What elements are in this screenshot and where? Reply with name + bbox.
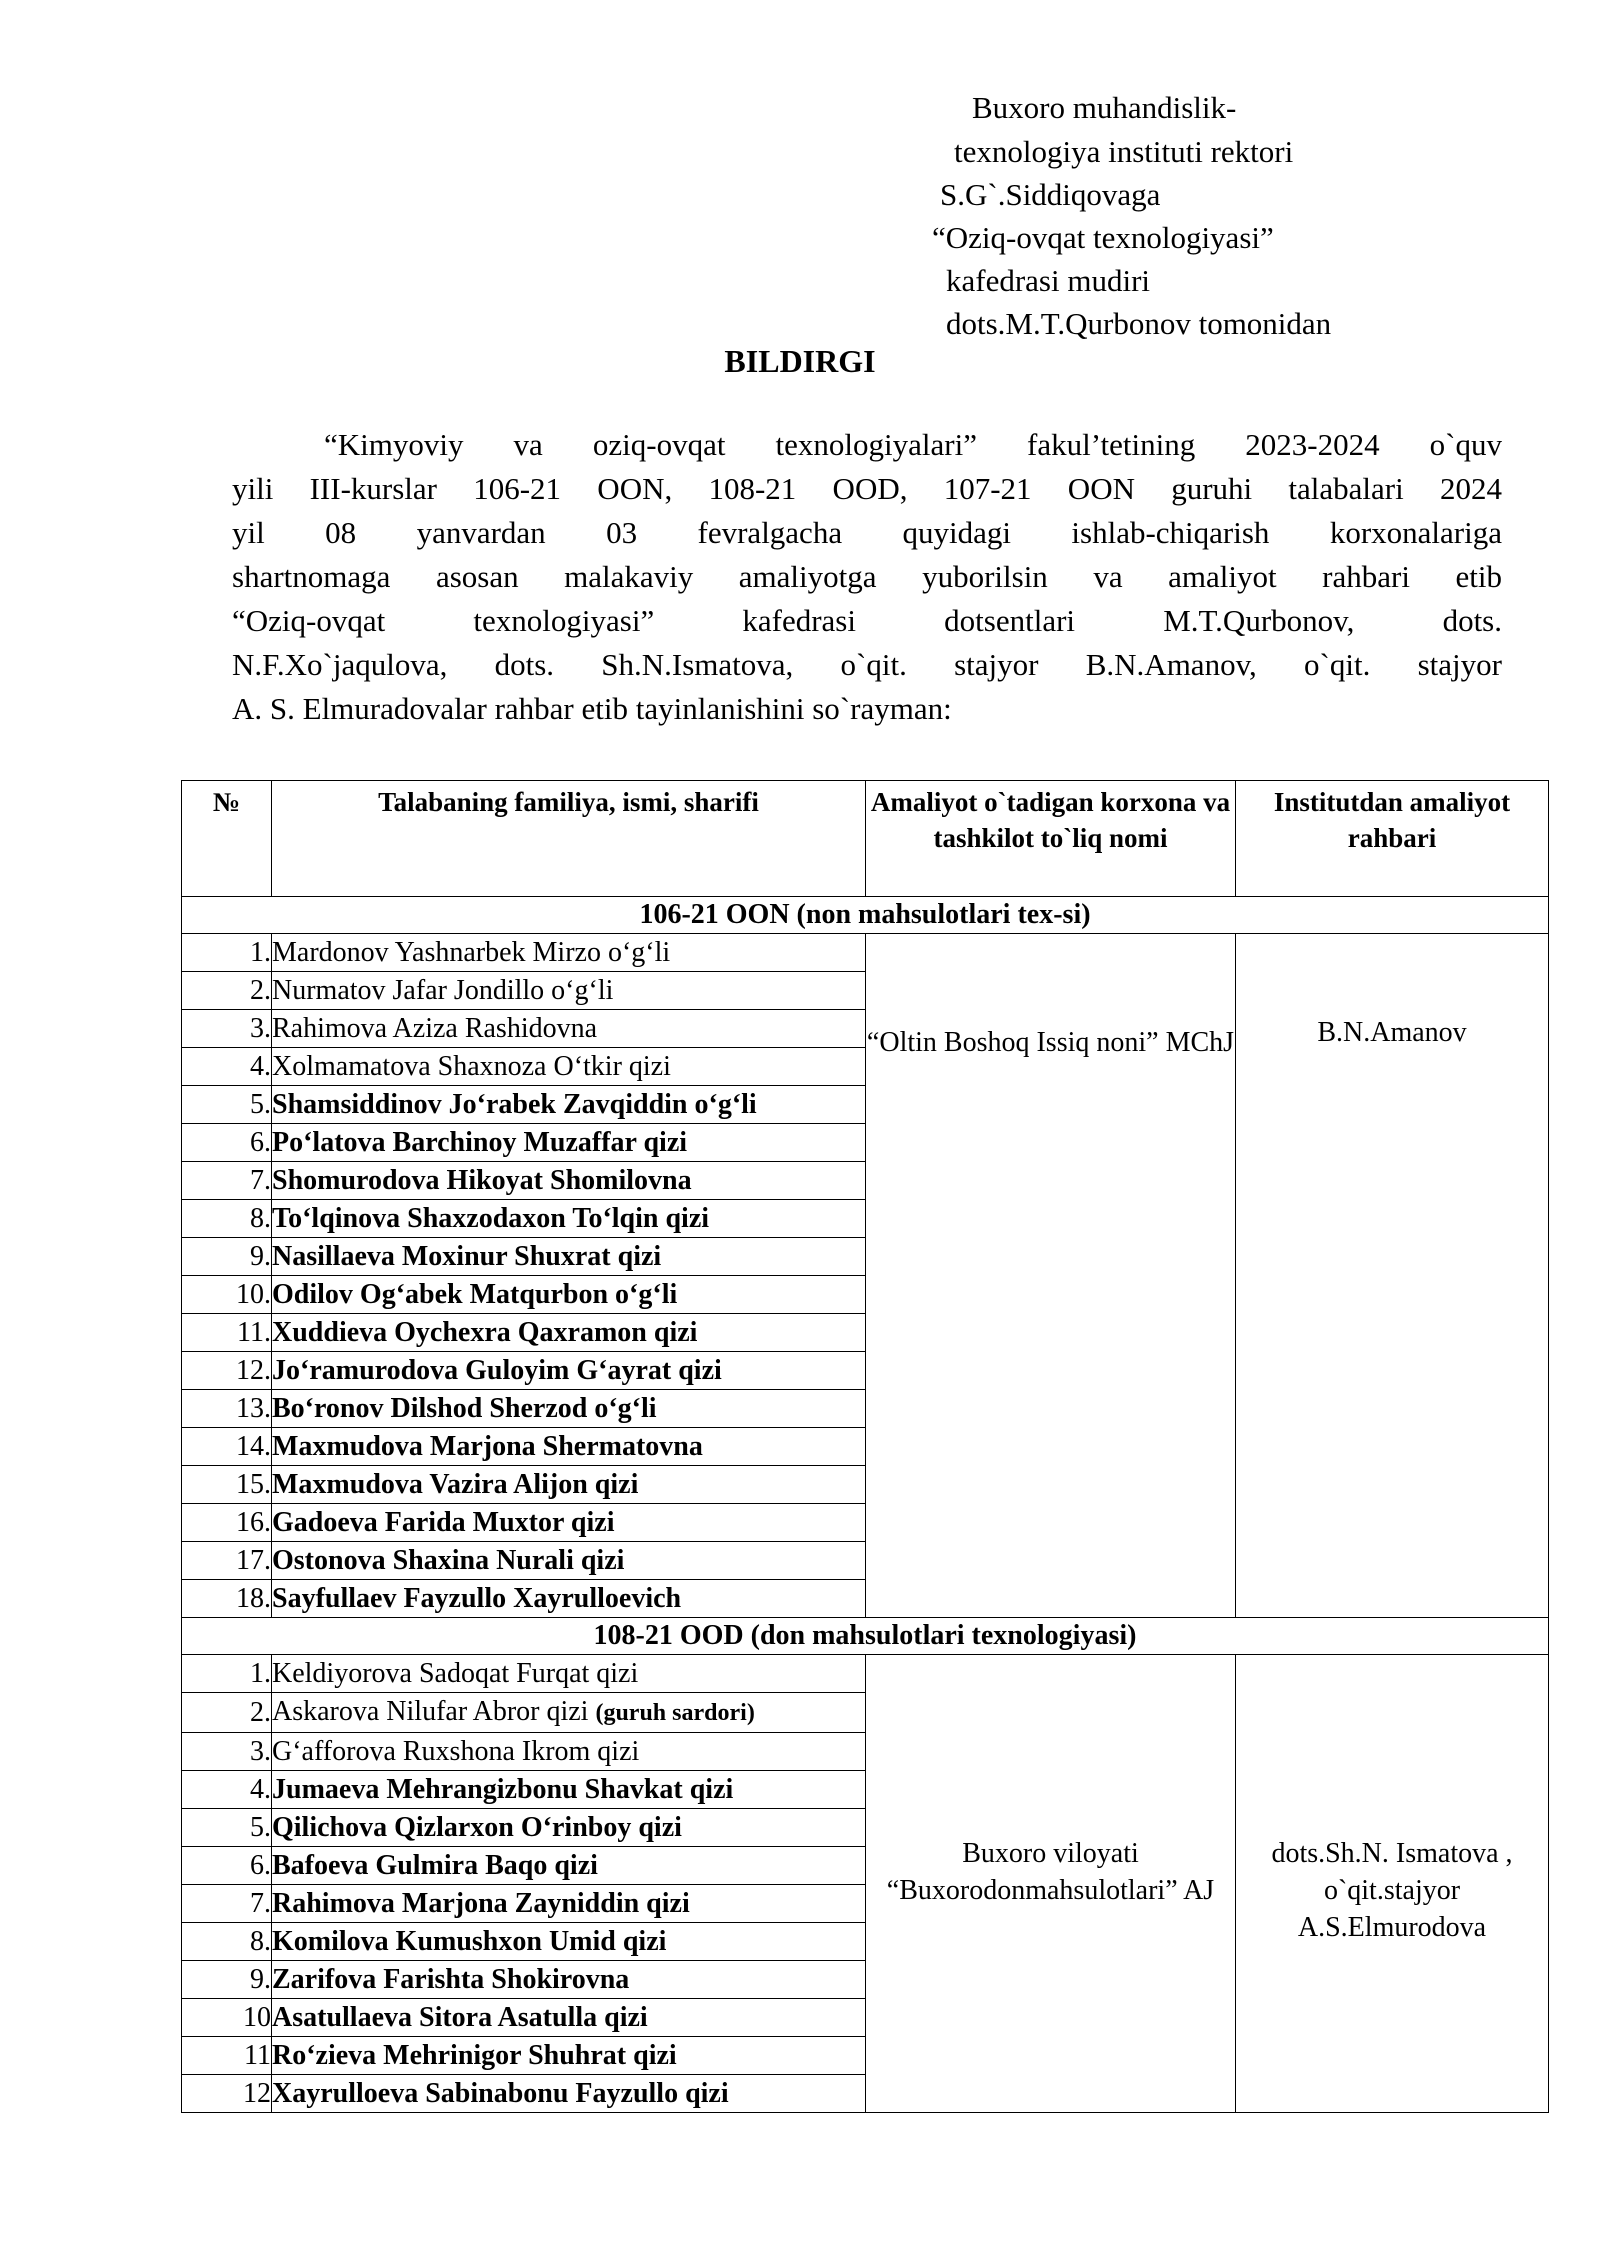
paragraph-line: shartnomaga asosan malakaviy amaliyotga yuborilsin va amaliyot rahbari etib xyxy=(232,559,1502,594)
row-number: 13. xyxy=(182,1390,272,1428)
student-name: Ro‘zieva Mehrinigor Shuhrat qizi xyxy=(272,2040,677,2071)
row-number: 14. xyxy=(182,1428,272,1466)
group-title: 108-21 OOD (don mahsulotlari texnologiyasi) xyxy=(182,1618,1549,1655)
student-name: Askarova Nilufar Abror qizi xyxy=(272,1696,589,1727)
organization-cell: Buxoro viloyati “Buxorodonmahsulotlari” AJ xyxy=(866,1655,1236,2113)
student-name-cell xyxy=(272,972,866,1010)
student-name: To‘lqinova Shaxzodaxon To‘lqin qizi xyxy=(272,1203,710,1234)
student-name-cell xyxy=(272,1390,866,1428)
student-name: Maxmudova Marjona Shermatovna xyxy=(272,1431,703,1462)
student-name-cell xyxy=(272,1733,866,1771)
row-number: 10. xyxy=(182,1276,272,1314)
student-name: Nurmatov Jafar Jondillo o‘g‘li xyxy=(272,975,614,1006)
row-number: 9. xyxy=(182,1961,272,1999)
student-name: Po‘latova Barchinoy Muzaffar qizi xyxy=(272,1127,688,1158)
student-name: Mardonov Yashnarbek Mirzo o‘g‘li xyxy=(272,937,671,968)
organization-cell: “Oltin Boshoq Issiq noni” MChJ xyxy=(866,934,1236,1618)
student-name: Komilova Kumushxon Umid qizi xyxy=(272,1926,667,1957)
student-name-cell xyxy=(272,1655,866,1693)
student-name-cell xyxy=(272,1885,866,1923)
row-number: 5. xyxy=(182,1809,272,1847)
student-name: Zarifova Farishta Shokirovna xyxy=(272,1964,630,1995)
student-name: Sayfullaev Fayzullo Xayrulloevich xyxy=(272,1583,682,1614)
student-name-cell xyxy=(272,1504,866,1542)
student-name: Keldiyorova Sadoqat Furqat qizi xyxy=(272,1658,639,1689)
student-name-cell xyxy=(272,1010,866,1048)
student-name: Odilov Og‘abek Matqurbon o‘g‘li xyxy=(272,1279,678,1310)
request-paragraph xyxy=(232,423,1502,731)
group-row xyxy=(182,897,1549,934)
student-name-cell xyxy=(272,1276,866,1314)
paragraph-line: yil 08 yanvardan 03 fevralgacha quyidagi ishlab-chiqarish korxonalariga xyxy=(232,515,1502,550)
student-name-cell xyxy=(272,1771,866,1809)
supervisor-cell: dots.Sh.N. Ismatova , o`qit.stajyor A.S.Elmurodova xyxy=(1236,1655,1549,2113)
student-name-cell xyxy=(272,1162,866,1200)
student-name: Xayrulloeva Sabinabonu Fayzullo qizi xyxy=(272,2078,729,2109)
student-name-cell xyxy=(272,1048,866,1086)
student-name-cell xyxy=(272,1466,866,1504)
table-row xyxy=(182,934,1549,972)
student-name-cell xyxy=(272,1809,866,1847)
row-number: 8. xyxy=(182,1923,272,1961)
student-name: Bafoeva Gulmira Baqo qizi xyxy=(272,1850,598,1881)
table-body xyxy=(182,897,1549,2113)
student-name: Shomurodova Hikoyat Shomilovna xyxy=(272,1165,692,1196)
row-number: 9. xyxy=(182,1238,272,1276)
row-number: 17. xyxy=(182,1542,272,1580)
student-name-cell xyxy=(272,1847,866,1885)
row-number: 5. xyxy=(182,1086,272,1124)
student-name-cell xyxy=(272,1428,866,1466)
row-number: 2. xyxy=(182,1693,272,1733)
header-supervisor: Institutdan amaliyot rahbari xyxy=(1236,781,1549,897)
row-number: 1. xyxy=(182,1655,272,1693)
student-name-cell xyxy=(272,2037,866,2075)
row-number: 8. xyxy=(182,1200,272,1238)
student-name: Nasillaeva Moxinur Shuxrat qizi xyxy=(272,1241,662,1272)
paragraph-line: yili III-kurslar 106-21 OON, 108-21 OOD, 107-21 OON guruhi talabalari 2024 xyxy=(232,471,1502,506)
table-header-row xyxy=(182,781,1549,897)
student-name: Bo‘ronov Dilshod Sherzod o‘g‘li xyxy=(272,1393,657,1424)
row-number: 1. xyxy=(182,934,272,972)
paragraph-line: “Kimyoviy va oziq-ovqat texnologiyalari” fakul’tetining 2023-2024 o`quv xyxy=(324,427,1502,462)
student-name: Jumaeva Mehrangizbonu Shavkat qizi xyxy=(272,1774,734,1805)
row-number: 12 xyxy=(182,2075,272,2113)
student-name: Xolmamatova Shaxnoza O‘tkir qizi xyxy=(272,1051,671,1082)
students-table xyxy=(181,780,1549,2113)
student-name-cell xyxy=(272,1580,866,1618)
table-row xyxy=(182,1655,1549,1693)
row-number: 6. xyxy=(182,1847,272,1885)
supervisor-cell: B.N.Amanov xyxy=(1236,934,1549,1618)
student-name-cell xyxy=(272,1314,866,1352)
row-number: 16. xyxy=(182,1504,272,1542)
addressee-line: S.G`.Siddiqovaga xyxy=(940,177,1161,212)
student-name: Shamsiddinov Jo‘rabek Zavqiddin o‘g‘li xyxy=(272,1089,757,1120)
addressee-line: kafedrasi mudiri xyxy=(946,263,1151,298)
student-name-cell xyxy=(272,1961,866,1999)
row-number: 12. xyxy=(182,1352,272,1390)
paragraph-line: A. S. Elmuradovalar rahbar etib tayinlanishini so`rayman: xyxy=(232,691,952,726)
row-number: 10 xyxy=(182,1999,272,2037)
student-name: Rahimova Marjona Zayniddin qizi xyxy=(272,1888,690,1919)
student-name: Rahimova Aziza Rashidovna xyxy=(272,1013,598,1044)
student-name: Jo‘ramurodova Guloyim G‘ayrat qizi xyxy=(272,1355,722,1386)
addressee-line: dots.M.T.Qurbonov tomonidan xyxy=(946,306,1332,341)
document-title: BILDIRGI xyxy=(724,343,876,379)
group-row xyxy=(182,1618,1549,1655)
student-name: Maxmudova Vazira Alijon qizi xyxy=(272,1469,639,1500)
group-leader-badge: (guruh sardori) xyxy=(595,1700,755,1726)
student-name: Qilichova Qizlarxon O‘rinboy qizi xyxy=(272,1812,682,1843)
student-name: Gadoeva Farida Muxtor qizi xyxy=(272,1507,615,1538)
row-number: 4. xyxy=(182,1771,272,1809)
student-name-cell xyxy=(272,1542,866,1580)
student-name-cell xyxy=(272,1923,866,1961)
student-name-cell xyxy=(272,1352,866,1390)
student-name-cell xyxy=(272,1086,866,1124)
addressee-line: Buxoro muhandislik- xyxy=(972,90,1237,125)
student-name: Ostonova Shaxina Nurali qizi xyxy=(272,1545,625,1576)
paragraph-line: N.F.Xo`jaqulova, dots. Sh.N.Ismatova, o`qit. stajyor B.N.Amanov, o`qit. stajyor xyxy=(232,647,1502,682)
row-number: 4. xyxy=(182,1048,272,1086)
student-name-cell xyxy=(272,1693,866,1733)
student-name-cell xyxy=(272,1999,866,2037)
addressee-line: texnologiya instituti rektori xyxy=(954,134,1294,169)
row-number: 7. xyxy=(182,1162,272,1200)
student-name: Xuddieva Oychexra Qaxramon qizi xyxy=(272,1317,698,1348)
header-number: № xyxy=(182,781,272,897)
student-name-cell xyxy=(272,1200,866,1238)
row-number: 3. xyxy=(182,1733,272,1771)
row-number: 15. xyxy=(182,1466,272,1504)
student-name-cell xyxy=(272,1238,866,1276)
header-organization: Amaliyot o`tadigan korxona va tashkilot to`liq nomi xyxy=(866,781,1236,897)
row-number: 11. xyxy=(182,1314,272,1352)
student-name: Asatullaeva Sitora Asatulla qizi xyxy=(272,2002,648,2033)
paragraph-line: “Oziq-ovqat texnologiyasi” kafedrasi dotsentlari M.T.Qurbonov, dots. xyxy=(232,603,1502,638)
student-name: G‘afforova Ruxshona Ikrom qizi xyxy=(272,1736,640,1767)
row-number: 6. xyxy=(182,1124,272,1162)
row-number: 3. xyxy=(182,1010,272,1048)
row-number: 2. xyxy=(182,972,272,1010)
row-number: 18. xyxy=(182,1580,272,1618)
header-student-name: Talabaning familiya, ismi, sharifi xyxy=(272,781,866,897)
row-number: 11 xyxy=(182,2037,272,2075)
student-name-cell xyxy=(272,934,866,972)
student-name-cell xyxy=(272,1124,866,1162)
group-title: 106-21 OON (non mahsulotlari tex-si) xyxy=(182,897,1549,934)
student-name-cell xyxy=(272,2075,866,2113)
addressee-line: “Oziq-ovqat texnologiyasi” xyxy=(932,220,1274,255)
row-number: 7. xyxy=(182,1885,272,1923)
